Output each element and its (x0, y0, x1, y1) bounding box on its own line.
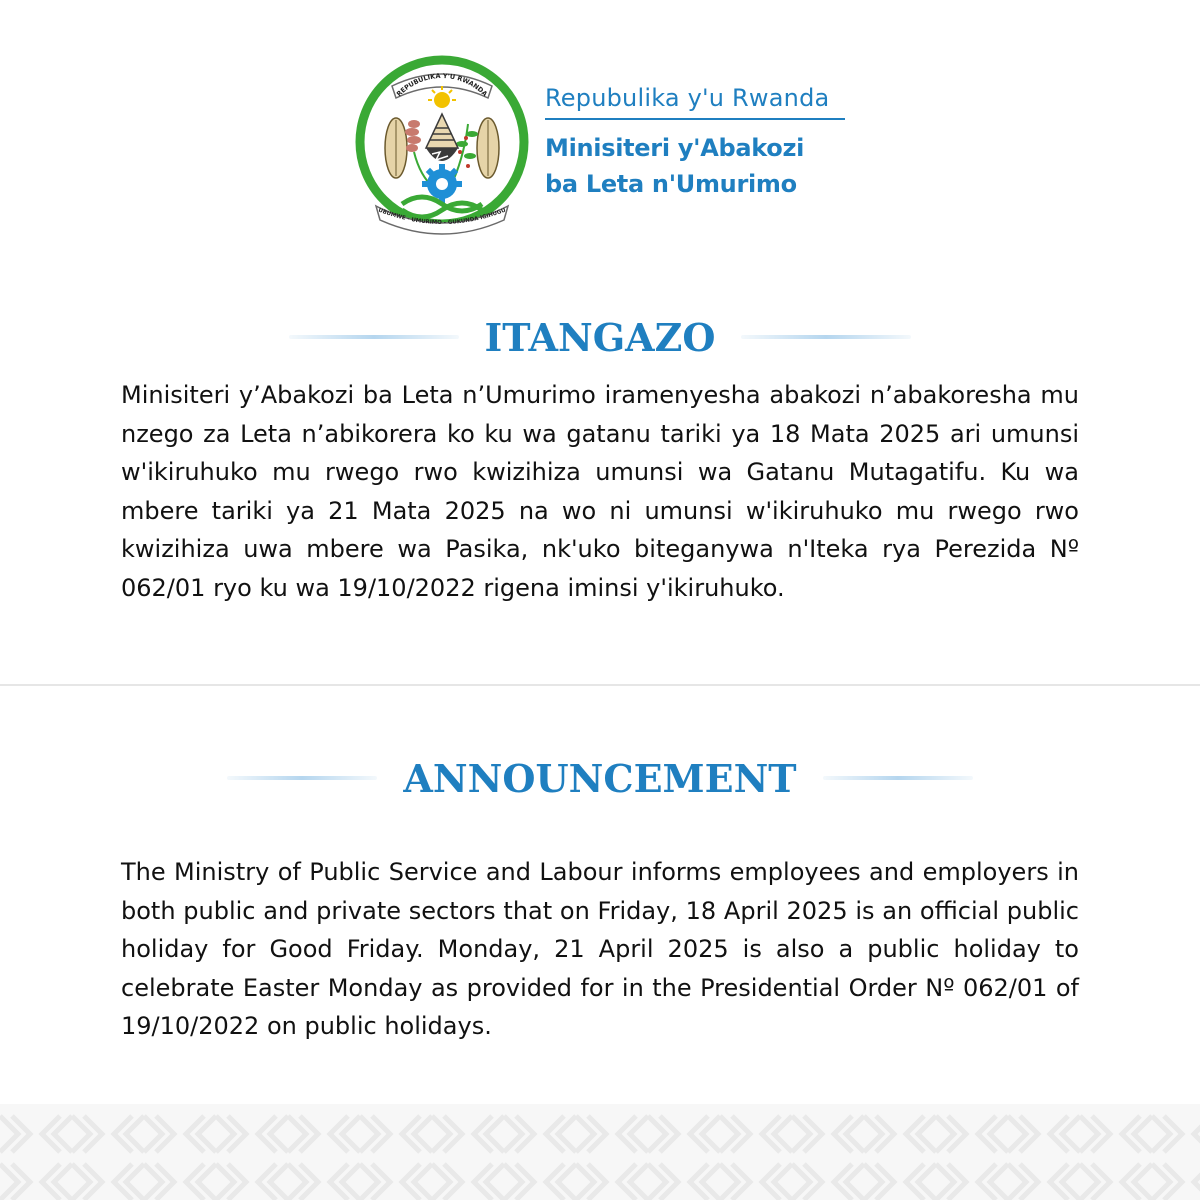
english-announcement-body: The Ministry of Public Service and Labour informs employees and employers in both public and private sectors that on Friday, 18 April 2025 is an official public holiday for Good Friday. Monday, 21 April 2025 is also a public holiday to celebrate Easter Monday as provided for in the Presidential Order Nº 062/01 of 19/10/2022 on public holidays. (121, 858, 1079, 1040)
page-header (0, 0, 1200, 260)
heading-left-rule (227, 776, 377, 780)
rwanda-national-seal-icon (352, 48, 532, 240)
kinyarwanda-heading (0, 307, 1200, 367)
seal-bottom-text: UBUMWE - UMURIMO - GUKUNDA IGIHUGU (377, 207, 507, 227)
kinyarwanda-announcement-body: Minisiteri y’Abakozi ba Leta n’Umurimo iramenyesha abakozi n’abakoresha mu nzego za Leta n’abikorera ko ku wa gatanu tariki ya 18 Mata 2025 ari umunsi w'ikiruhuko mu rwego rwo kwizihiza umunsi wa Gatanu Mutagatifu. Ku wa mbere tariki ya 21 Mata 2025 na wo ni umunsi w'ikiruhuko mu rwego rwo kwizihiza uwa mbere wa Pasika, nk'uko biteganywa n'Iteka rya Perezida Nº 062/01 ryo ku wa 19/10/2022 rigena iminsi y'ikiruhuko. (121, 381, 1079, 602)
republic-name: Repubulika y'u Rwanda (545, 84, 830, 112)
section-divider (0, 684, 1200, 686)
heading-left-rule (289, 335, 459, 339)
kinyarwanda-title: ITANGAZO (484, 314, 716, 360)
heading-right-rule (741, 335, 911, 339)
seal-top-text: REPUBULIKA Y'U RWANDA (395, 71, 489, 99)
english-heading (0, 748, 1200, 808)
ministry-name-line-1: Minisiteri y'Abakozi (545, 134, 805, 162)
ministry-name-line-2: ba Leta n'Umurimo (545, 170, 797, 198)
header-rule (545, 118, 845, 120)
english-title: ANNOUNCEMENT (403, 755, 797, 801)
imigongo-pattern-footer (0, 1104, 1200, 1200)
heading-right-rule (823, 776, 973, 780)
ministry-identity (545, 84, 855, 202)
